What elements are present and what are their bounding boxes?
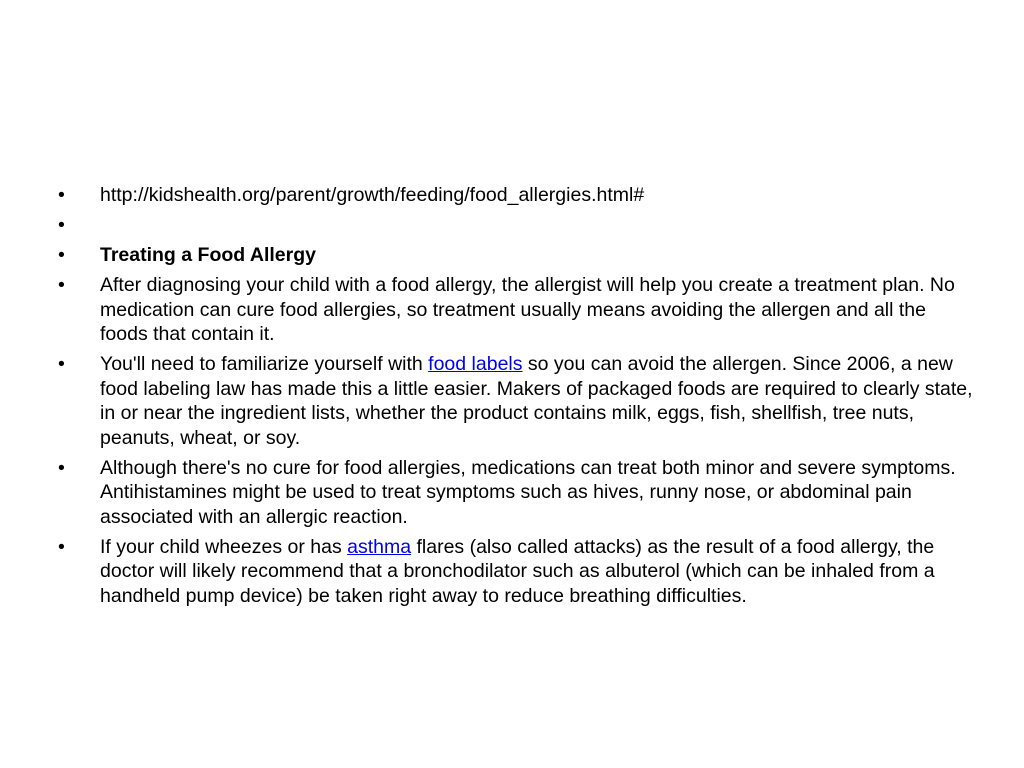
food-labels-text-after: so you can avoid the allergen. Since 2006, a new food labeling law has made this a little easier. Makers of packaged foods are required to clearly state, in or near the ingredient lists, whether the product contains milk, eggs, fish, shellfish, tree nuts, peanuts, wheat, or soy. bbox=[100, 353, 973, 449]
bullet-icon: • bbox=[58, 456, 65, 479]
bullet-item-treatment-plan bbox=[56, 273, 976, 347]
asthma-link[interactable]: asthma bbox=[347, 535, 412, 558]
food-labels-link[interactable]: food labels bbox=[428, 353, 523, 375]
bullet-item-asthma bbox=[56, 535, 976, 609]
bullet-item-food-labels bbox=[56, 352, 976, 450]
bullet-icon: • bbox=[58, 184, 65, 206]
bullet-icon: • bbox=[58, 244, 65, 266]
asthma-text-after: flares (also called attacks) as the result of a food allergy, the doctor will likely recommend that a bronchodilator such as albuterol (which can be inhaled from a handheld pump device) be taken right away to reduce breathing difficulties. bbox=[100, 535, 935, 607]
bullet-list bbox=[56, 183, 976, 614]
bullet-item-heading bbox=[56, 243, 976, 268]
bullet-item-medications bbox=[56, 456, 976, 530]
bullet-item-empty bbox=[56, 213, 976, 238]
bullet-icon: • bbox=[58, 274, 65, 296]
treatment-plan-text: After diagnosing your child with a food allergy, the allergist will help you create a treatment plan. No medication can cure food allergies, so treatment usually means avoiding the allergen and all the foods that contain it. bbox=[100, 274, 955, 345]
asthma-text-before: If your child wheezes or has bbox=[100, 535, 348, 558]
source-url-text: http://kidshealth.org/parent/growth/feeding/food_allergies.html# bbox=[100, 184, 645, 206]
bullet-item-source-url bbox=[56, 183, 976, 208]
bullet-icon: • bbox=[58, 214, 65, 236]
section-heading: Treating a Food Allergy bbox=[100, 244, 316, 266]
bullet-icon: • bbox=[58, 353, 65, 375]
bullet-icon: • bbox=[58, 535, 65, 558]
food-labels-text-before: You'll need to familiarize yourself with bbox=[100, 353, 429, 375]
medications-text: Although there's no cure for food allergies, medications can treat both minor and severe symptoms. Antihistamines might be used to treat symptoms such as hives, runny nose, or abdominal pain associated with an allergic reaction. bbox=[100, 456, 956, 528]
